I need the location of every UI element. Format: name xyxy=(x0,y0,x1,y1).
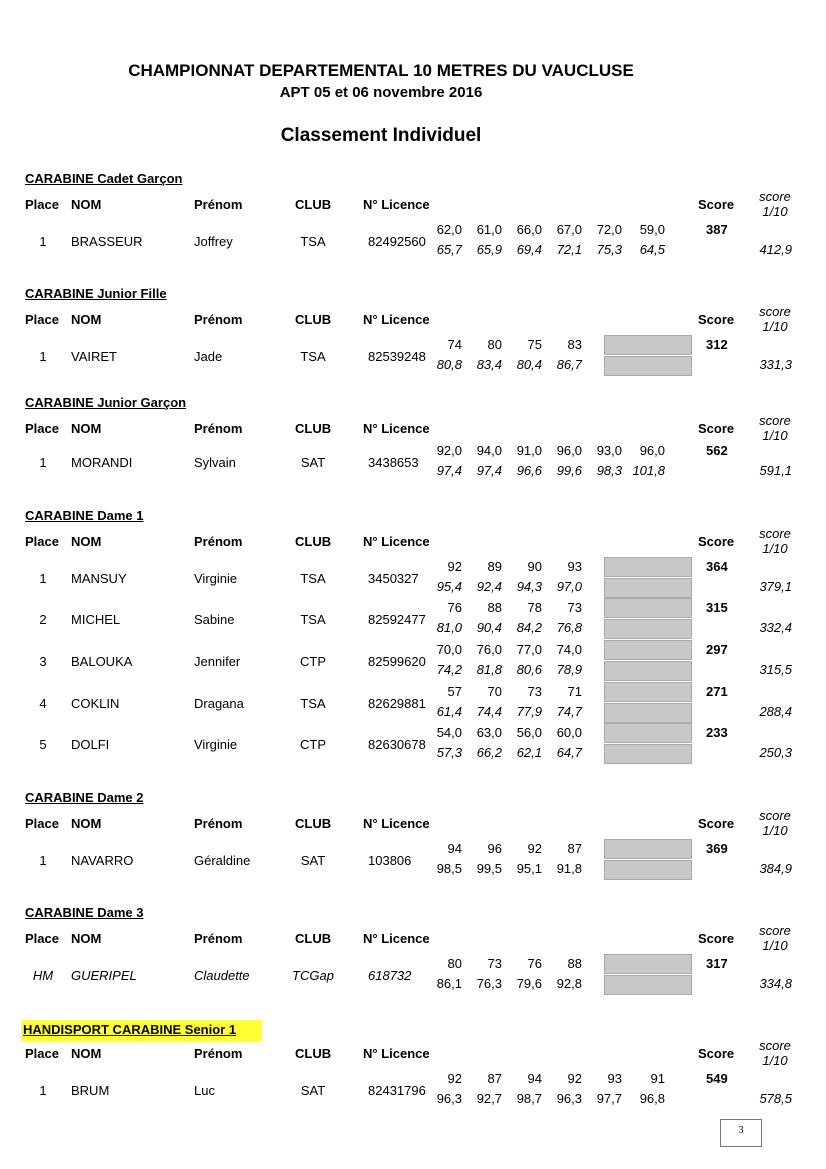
series-score-decimal: 95,4 xyxy=(436,579,462,594)
section-title: Classement Individuel xyxy=(280,125,482,146)
shooter-club: SAT xyxy=(300,853,326,868)
shooter-prenom: Claudette xyxy=(194,968,250,983)
empty-series-cell xyxy=(604,975,692,995)
shooter-nom: MICHEL xyxy=(71,612,121,627)
series-score: 61,0 xyxy=(476,222,502,237)
series-score-decimal: 86,1 xyxy=(436,976,462,991)
series-score: 56,0 xyxy=(516,725,542,740)
series-score: 94 xyxy=(527,1071,542,1086)
shooter-nom: MORANDI xyxy=(71,455,133,470)
shooter-score: 562 xyxy=(706,443,728,458)
shooter-score: 369 xyxy=(706,841,728,856)
series-score-decimal: 64,5 xyxy=(639,242,665,257)
series-score-decimal: 66,2 xyxy=(476,745,502,760)
shooter-nom: BALOUKA xyxy=(71,654,133,669)
shooter-licence: 3438653 xyxy=(368,455,419,470)
series-score-decimal: 62,1 xyxy=(516,745,542,760)
series-score-decimal: 97,4 xyxy=(476,463,502,478)
series-score-decimal: 76,3 xyxy=(476,976,502,991)
shooter-score: 297 xyxy=(706,642,728,657)
shooter-club: TSA xyxy=(300,571,326,586)
empty-series-cell xyxy=(604,578,692,598)
shooter-club: TSA xyxy=(300,612,326,627)
shooter-club: TSA xyxy=(300,696,326,711)
column-header-score10: score 1/10 xyxy=(759,1038,791,1068)
series-score-decimal: 57,3 xyxy=(436,745,462,760)
series-score: 93 xyxy=(607,1071,622,1086)
column-header-licence: N° Licence xyxy=(363,197,430,212)
category-title: CARABINE Junior Fille xyxy=(25,286,167,301)
series-score-decimal: 97,4 xyxy=(436,463,462,478)
shooter-place: 3 xyxy=(39,654,47,669)
column-header-prenom: Prénom xyxy=(194,534,243,549)
shooter-licence: 3450327 xyxy=(368,571,419,586)
series-score: 73 xyxy=(487,956,502,971)
shooter-prenom: Géraldine xyxy=(194,853,251,868)
empty-series-cell xyxy=(604,723,692,743)
series-score: 74,0 xyxy=(556,642,582,657)
series-score: 63,0 xyxy=(476,725,502,740)
shooter-licence: 618732 xyxy=(368,968,412,983)
series-score: 80 xyxy=(487,337,502,352)
shooter-score10: 250,3 xyxy=(759,745,792,760)
series-score-decimal: 92,8 xyxy=(556,976,582,991)
series-score-decimal: 95,1 xyxy=(516,861,542,876)
series-score: 76,0 xyxy=(476,642,502,657)
shooter-nom: COKLIN xyxy=(71,696,120,711)
series-score: 73 xyxy=(527,684,542,699)
shooter-nom: VAIRET xyxy=(71,349,117,364)
shooter-club: CTP xyxy=(300,737,326,752)
series-score-decimal: 77,9 xyxy=(516,704,542,719)
empty-series-cell xyxy=(604,744,692,764)
series-score: 91,0 xyxy=(516,443,542,458)
series-score: 76 xyxy=(447,600,462,615)
column-header-licence: N° Licence xyxy=(363,931,430,946)
shooter-place: 1 xyxy=(39,853,47,868)
series-score: 71 xyxy=(567,684,582,699)
shooter-score: 364 xyxy=(706,559,728,574)
shooter-score10: 332,4 xyxy=(759,620,792,635)
category-title: CARABINE Cadet Garçon xyxy=(25,171,183,186)
shooter-place: 2 xyxy=(39,612,47,627)
series-score-decimal: 69,4 xyxy=(516,242,542,257)
shooter-licence: 82630678 xyxy=(368,737,426,752)
series-score-decimal: 64,7 xyxy=(556,745,582,760)
shooter-club: SAT xyxy=(300,455,326,470)
series-score: 92 xyxy=(447,559,462,574)
series-score-decimal: 74,7 xyxy=(556,704,582,719)
series-score: 73 xyxy=(567,600,582,615)
category-title: CARABINE Dame 1 xyxy=(25,508,144,523)
series-score: 89 xyxy=(487,559,502,574)
document-subtitle: APT 05 et 06 novembre 2016 xyxy=(279,84,483,101)
column-header-licence: N° Licence xyxy=(363,421,430,436)
shooter-nom: NAVARRO xyxy=(71,853,134,868)
shooter-licence: 82492560 xyxy=(368,234,426,249)
shooter-prenom: Virginie xyxy=(194,737,238,752)
column-header-score10: score 1/10 xyxy=(759,304,791,334)
series-score-decimal: 83,4 xyxy=(476,357,502,372)
shooter-place: 5 xyxy=(39,737,47,752)
series-score-decimal: 74,4 xyxy=(476,704,502,719)
shooter-club: TSA xyxy=(300,234,326,249)
column-header-prenom: Prénom xyxy=(194,931,243,946)
shooter-prenom: Jade xyxy=(194,349,223,364)
column-header-nom: NOM xyxy=(71,197,102,212)
empty-series-cell xyxy=(604,661,692,681)
column-header-nom: NOM xyxy=(71,421,102,436)
series-score-decimal: 99,6 xyxy=(556,463,582,478)
shooter-licence: 82539248 xyxy=(368,349,426,364)
series-score-decimal: 99,5 xyxy=(476,861,502,876)
series-score-decimal: 97,7 xyxy=(596,1091,622,1106)
shooter-place: 1 xyxy=(39,455,47,470)
series-score: 75 xyxy=(527,337,542,352)
series-score: 87 xyxy=(567,841,582,856)
shooter-licence: 82592477 xyxy=(368,612,426,627)
shooter-score: 549 xyxy=(706,1071,728,1086)
shooter-score: 233 xyxy=(706,725,728,740)
series-score-decimal: 97,0 xyxy=(556,579,582,594)
column-header-place: Place xyxy=(25,534,59,549)
column-header-place: Place xyxy=(25,1046,59,1061)
shooter-licence: 82629881 xyxy=(368,696,426,711)
column-header-score: Score xyxy=(698,1046,735,1061)
series-score: 83 xyxy=(567,337,582,352)
series-score: 92 xyxy=(567,1071,582,1086)
document-title: CHAMPIONNAT DEPARTEMENTAL 10 METRES DU VAUCLUSE xyxy=(128,61,634,80)
column-header-nom: NOM xyxy=(71,816,102,831)
shooter-score10: 379,1 xyxy=(759,579,792,594)
shooter-prenom: Virginie xyxy=(194,571,238,586)
shooter-place: 1 xyxy=(39,234,47,249)
column-header-club: CLUB xyxy=(295,312,332,327)
column-header-score: Score xyxy=(698,534,735,549)
shooter-place: 1 xyxy=(39,571,47,586)
column-header-place: Place xyxy=(25,197,59,212)
column-header-club: CLUB xyxy=(295,421,332,436)
series-score-decimal: 90,4 xyxy=(476,620,502,635)
category-title: CARABINE Dame 2 xyxy=(25,790,144,805)
shooter-score10: 578,5 xyxy=(759,1091,792,1106)
empty-series-cell xyxy=(604,557,692,577)
series-score: 88 xyxy=(567,956,582,971)
column-header-prenom: Prénom xyxy=(194,816,243,831)
empty-series-cell xyxy=(604,860,692,880)
series-score: 62,0 xyxy=(436,222,462,237)
series-score-decimal: 98,5 xyxy=(436,861,462,876)
series-score-decimal: 92,7 xyxy=(476,1091,502,1106)
column-header-club: CLUB xyxy=(295,1046,332,1061)
shooter-score: 312 xyxy=(706,337,728,352)
column-header-place: Place xyxy=(25,816,59,831)
series-score: 66,0 xyxy=(516,222,542,237)
series-score-decimal: 98,7 xyxy=(516,1091,542,1106)
shooter-score10: 384,9 xyxy=(759,861,792,876)
series-score-decimal: 65,9 xyxy=(476,242,502,257)
empty-series-cell xyxy=(604,703,692,723)
series-score: 93,0 xyxy=(596,443,622,458)
column-header-score: Score xyxy=(698,197,735,212)
series-score-decimal: 80,6 xyxy=(516,662,542,677)
series-score-decimal: 101,8 xyxy=(632,463,665,478)
shooter-prenom: Dragana xyxy=(194,696,244,711)
series-score-decimal: 76,8 xyxy=(556,620,582,635)
column-header-place: Place xyxy=(25,931,59,946)
column-header-prenom: Prénom xyxy=(194,1046,243,1061)
series-score: 72,0 xyxy=(596,222,622,237)
shooter-score: 315 xyxy=(706,600,728,615)
empty-series-cell xyxy=(604,335,692,355)
series-score-decimal: 92,4 xyxy=(476,579,502,594)
column-header-score: Score xyxy=(698,816,735,831)
shooter-prenom: Jennifer xyxy=(194,654,241,669)
shooter-nom: DOLFI xyxy=(71,737,110,752)
column-header-licence: N° Licence xyxy=(363,816,430,831)
column-header-score10: score 1/10 xyxy=(759,189,791,219)
shooter-licence: 103806 xyxy=(368,853,412,868)
page-number: 3 xyxy=(720,1119,762,1147)
series-score-decimal: 72,1 xyxy=(556,242,582,257)
empty-series-cell xyxy=(604,619,692,639)
series-score-decimal: 61,4 xyxy=(436,704,462,719)
shooter-club: CTP xyxy=(300,654,326,669)
series-score-decimal: 98,3 xyxy=(596,463,622,478)
empty-series-cell xyxy=(604,598,692,618)
series-score: 59,0 xyxy=(639,222,665,237)
column-header-club: CLUB xyxy=(295,534,332,549)
empty-series-cell xyxy=(604,640,692,660)
series-score: 92 xyxy=(447,1071,462,1086)
category-title: CARABINE Junior Garçon xyxy=(25,395,187,410)
shooter-place: 1 xyxy=(39,349,47,364)
empty-series-cell xyxy=(604,356,692,376)
category-title: HANDISPORT CARABINE Senior 1 xyxy=(21,1020,262,1041)
column-header-club: CLUB xyxy=(295,816,332,831)
column-header-prenom: Prénom xyxy=(194,197,243,212)
column-header-licence: N° Licence xyxy=(363,312,430,327)
shooter-score: 387 xyxy=(706,222,728,237)
series-score: 54,0 xyxy=(436,725,462,740)
shooter-nom: BRASSEUR xyxy=(71,234,143,249)
series-score: 78 xyxy=(527,600,542,615)
series-score-decimal: 78,9 xyxy=(556,662,582,677)
series-score-decimal: 79,6 xyxy=(516,976,542,991)
shooter-score10: 288,4 xyxy=(759,704,792,719)
series-score: 87 xyxy=(487,1071,502,1086)
series-score-decimal: 84,2 xyxy=(516,620,542,635)
series-score: 80 xyxy=(447,956,462,971)
series-score: 67,0 xyxy=(556,222,582,237)
shooter-prenom: Luc xyxy=(194,1083,215,1098)
series-score: 96,0 xyxy=(639,443,665,458)
column-header-score: Score xyxy=(698,931,735,946)
series-score: 93 xyxy=(567,559,582,574)
shooter-score: 317 xyxy=(706,956,728,971)
shooter-club: TSA xyxy=(300,349,326,364)
column-header-score10: score 1/10 xyxy=(759,808,791,838)
column-header-licence: N° Licence xyxy=(363,1046,430,1061)
shooter-nom: BRUM xyxy=(71,1083,110,1098)
series-score-decimal: 96,6 xyxy=(516,463,542,478)
series-score-decimal: 91,8 xyxy=(556,861,582,876)
empty-series-cell xyxy=(604,839,692,859)
shooter-place: 1 xyxy=(39,1083,47,1098)
series-score: 92,0 xyxy=(436,443,462,458)
shooter-score10: 315,5 xyxy=(759,662,792,677)
column-header-nom: NOM xyxy=(71,312,102,327)
series-score: 88 xyxy=(487,600,502,615)
column-header-place: Place xyxy=(25,421,59,436)
column-header-nom: NOM xyxy=(71,931,102,946)
column-header-score10: score 1/10 xyxy=(759,923,791,953)
series-score: 94 xyxy=(447,841,462,856)
series-score-decimal: 94,3 xyxy=(516,579,542,594)
series-score: 92 xyxy=(527,841,542,856)
shooter-prenom: Sylvain xyxy=(194,455,236,470)
series-score: 91 xyxy=(650,1071,665,1086)
shooter-score10: 334,8 xyxy=(759,976,792,991)
shooter-prenom: Joffrey xyxy=(194,234,233,249)
column-header-club: CLUB xyxy=(295,197,332,212)
series-score-decimal: 80,8 xyxy=(436,357,462,372)
column-header-nom: NOM xyxy=(71,534,102,549)
empty-series-cell xyxy=(604,954,692,974)
series-score-decimal: 80,4 xyxy=(516,357,542,372)
series-score-decimal: 96,3 xyxy=(556,1091,582,1106)
column-header-score10: score 1/10 xyxy=(759,526,791,556)
series-score: 74 xyxy=(447,337,462,352)
series-score-decimal: 74,2 xyxy=(436,662,462,677)
shooter-prenom: Sabine xyxy=(194,612,235,627)
shooter-score10: 591,1 xyxy=(759,463,792,478)
shooter-place: HM xyxy=(32,968,54,983)
series-score-decimal: 65,7 xyxy=(436,242,462,257)
shooter-score10: 412,9 xyxy=(759,242,792,257)
column-header-prenom: Prénom xyxy=(194,421,243,436)
shooter-nom: MANSUY xyxy=(71,571,127,586)
column-header-nom: NOM xyxy=(71,1046,102,1061)
series-score: 96 xyxy=(487,841,502,856)
empty-series-cell xyxy=(604,682,692,702)
series-score: 60,0 xyxy=(556,725,582,740)
category-title: CARABINE Dame 3 xyxy=(25,905,144,920)
shooter-score10: 331,3 xyxy=(759,357,792,372)
shooter-club: TCGap xyxy=(292,968,334,983)
column-header-prenom: Prénom xyxy=(194,312,243,327)
column-header-licence: N° Licence xyxy=(363,534,430,549)
column-header-club: CLUB xyxy=(295,931,332,946)
series-score: 77,0 xyxy=(516,642,542,657)
shooter-licence: 82431796 xyxy=(368,1083,426,1098)
column-header-score10: score 1/10 xyxy=(759,413,791,443)
series-score-decimal: 81,8 xyxy=(476,662,502,677)
series-score: 94,0 xyxy=(476,443,502,458)
series-score: 70 xyxy=(487,684,502,699)
shooter-place: 4 xyxy=(39,696,47,711)
series-score-decimal: 96,8 xyxy=(639,1091,665,1106)
series-score: 76 xyxy=(527,956,542,971)
shooter-score: 271 xyxy=(706,684,728,699)
series-score-decimal: 81,0 xyxy=(436,620,462,635)
column-header-score: Score xyxy=(698,421,735,436)
column-header-place: Place xyxy=(25,312,59,327)
series-score: 70,0 xyxy=(436,642,462,657)
shooter-licence: 82599620 xyxy=(368,654,426,669)
series-score-decimal: 86,7 xyxy=(556,357,582,372)
column-header-score: Score xyxy=(698,312,735,327)
series-score: 57 xyxy=(447,684,462,699)
series-score: 96,0 xyxy=(556,443,582,458)
shooter-nom: GUERIPEL xyxy=(71,968,137,983)
series-score-decimal: 96,3 xyxy=(436,1091,462,1106)
shooter-club: SAT xyxy=(300,1083,326,1098)
series-score: 90 xyxy=(527,559,542,574)
series-score-decimal: 75,3 xyxy=(596,242,622,257)
